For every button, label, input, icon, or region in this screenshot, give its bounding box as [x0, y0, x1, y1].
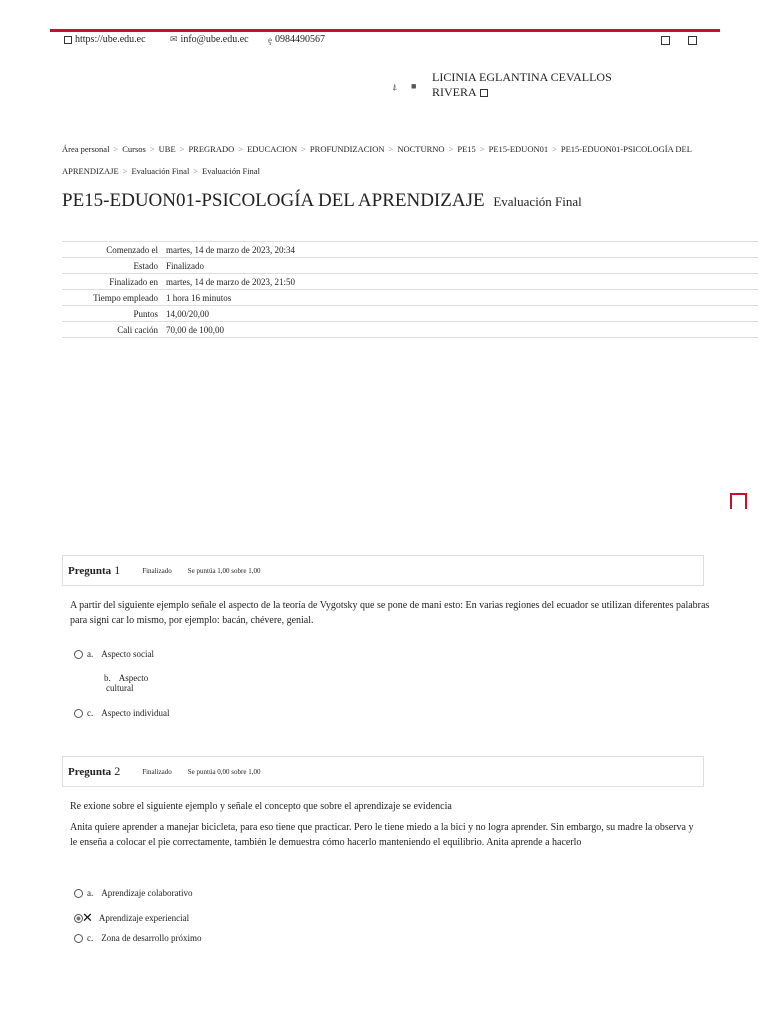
brand-top-line: [50, 29, 720, 32]
summary-label: Estado: [62, 258, 162, 274]
summary-row: [62, 242, 758, 258]
breadcrumb-separator: >: [122, 166, 128, 176]
radio-icon[interactable]: [74, 650, 83, 659]
user-name-line1: LICINIA EGLANTINA CEVALLOS: [432, 70, 612, 84]
answer-option-c[interactable]: [74, 933, 201, 943]
summary-label: Finalizado en: [62, 274, 162, 290]
chat-icon[interactable]: ■: [411, 81, 417, 91]
breadcrumb-item[interactable]: Evaluación Final: [202, 166, 260, 176]
window-square-icon[interactable]: [688, 36, 697, 45]
radio-icon[interactable]: [74, 934, 83, 943]
answer-option-b[interactable]: [104, 673, 148, 693]
answer-option-a[interactable]: [74, 888, 192, 898]
question-number: 2: [114, 764, 121, 778]
website-text: https://ube.edu.ec: [75, 34, 146, 45]
question-label: Pregunta: [68, 564, 112, 577]
question-state: Finalizado: [142, 767, 172, 776]
breadcrumb-separator: >: [448, 144, 454, 154]
question-intro: Re exione sobre el siguiente ejemplo y señale el concepto que sobre el aprendizaje se evidencia: [70, 801, 452, 812]
option-text: Aspecto individual: [101, 708, 170, 718]
window-square-icon[interactable]: [661, 36, 670, 45]
breadcrumb-item[interactable]: NOCTURNO: [397, 144, 445, 154]
summary-row: [62, 322, 758, 338]
summary-label: Comenzado el: [62, 242, 162, 258]
breadcrumb-item[interactable]: EDUCACION: [247, 144, 298, 154]
question-grade: Se puntúa 1,00 sobre 1,00: [187, 566, 261, 575]
summary-value: martes, 14 de marzo de 2023, 21:50: [162, 274, 758, 290]
dropdown-square-icon: [480, 89, 488, 97]
breadcrumb-item[interactable]: PROFUNDIZACION: [309, 144, 385, 154]
phone-link[interactable]: [268, 34, 325, 45]
breadcrumb-item[interactable]: Cursos: [122, 144, 146, 154]
option-letter: a.: [87, 649, 94, 659]
summary-value: 14,00/20,00: [162, 306, 758, 322]
summary-label: Puntos: [62, 306, 162, 322]
option-letter: a.: [87, 888, 94, 898]
question-grade: Se puntúa 0,00 sobre 1,00: [187, 767, 261, 776]
option-text: Aspecto social: [101, 649, 154, 659]
summary-value: 70,00 de 100,00: [162, 322, 758, 338]
website-link[interactable]: [64, 34, 146, 45]
breadcrumb-item[interactable]: Evaluación Final: [131, 166, 190, 176]
breadcrumb-item[interactable]: PE15-EDUON01-PSICOLOGÍA DEL APRENDIZAJE: [62, 144, 692, 176]
option-letter: c.: [87, 708, 94, 718]
option-letter: b.: [104, 673, 111, 683]
summary-value: martes, 14 de marzo de 2023, 20:34: [162, 242, 758, 258]
square-icon: [64, 36, 72, 44]
summary-label: Cali cación: [62, 322, 162, 338]
question-text: Anita quiere aprender a manejar bicicleta, para eso tiene que practicar. Pero le tiene miedo a la bici y no logra aprender. Sin embargo, su madre la observa y le enseña a colocar el pie correctamente, también le demuestra cómo hacerlo manteniendo el equilibrio. Anita aprende a hacerlo: [70, 822, 694, 848]
option-text: Aprendizaje colaborativo: [101, 888, 193, 898]
mail-icon: ✉: [170, 34, 178, 44]
breadcrumb-separator: >: [179, 144, 185, 154]
summary-row: [62, 290, 758, 306]
breadcrumb-item[interactable]: Área personal: [62, 144, 110, 154]
radio-icon[interactable]: [74, 709, 83, 718]
course-title: PE15-EDUON01-PSICOLOGÍA DEL APRENDIZAJE: [62, 190, 485, 211]
question-header: [62, 756, 704, 787]
nav-toggle-icon[interactable]: [730, 493, 747, 509]
summary-row: [62, 306, 758, 322]
breadcrumb-separator: >: [479, 144, 485, 154]
phone-text: 0984490567: [275, 34, 325, 45]
option-letter: c.: [87, 933, 94, 943]
breadcrumb-separator: >: [113, 144, 119, 154]
summary-row: [62, 258, 758, 274]
summary-row: [62, 274, 758, 290]
phone-icon: ȩ: [268, 34, 272, 45]
breadcrumb-separator: >: [149, 144, 155, 154]
option-text-line2: cultural: [106, 683, 134, 693]
bell-icon[interactable]: ⍋: [392, 82, 398, 92]
question-number: 1: [114, 563, 121, 577]
user-menu[interactable]: [432, 70, 652, 100]
summary-value: Finalizado: [162, 258, 758, 274]
incorrect-icon: ✕: [82, 910, 93, 925]
breadcrumb-separator: >: [552, 144, 557, 154]
page-subtitle: Evaluación Final: [493, 194, 582, 209]
question-text: A partir del siguiente ejemplo señale el aspecto de la teoría de Vygotsky que se pone de mani esto: En varias regiones del ecuador se utilizan diferentes palabras para signi car lo mismo, por ejemplo: bacán, chévere, genial.: [70, 600, 710, 626]
breadcrumb-separator: >: [388, 144, 394, 154]
question-header: [62, 555, 704, 586]
breadcrumb-separator: >: [238, 144, 244, 154]
breadcrumb-separator: >: [301, 144, 306, 154]
answer-option-c[interactable]: [74, 708, 170, 718]
question-label: Pregunta: [68, 765, 112, 778]
answer-option-b[interactable]: [74, 910, 189, 926]
radio-icon[interactable]: [74, 889, 83, 898]
option-text: Aspecto: [118, 673, 149, 683]
email-link[interactable]: [170, 34, 249, 45]
user-name-line2: RIVERA: [432, 85, 477, 99]
option-text: Zona de desarrollo próximo: [101, 933, 202, 943]
page-title: [62, 190, 582, 212]
summary-label: Tiempo empleado: [62, 290, 162, 306]
breadcrumb: [62, 138, 712, 182]
breadcrumb-item[interactable]: PREGRADO: [188, 144, 235, 154]
breadcrumb-item[interactable]: PE15-EDUON01: [488, 144, 549, 154]
summary-value: 1 hora 16 minutos: [162, 290, 758, 306]
breadcrumb-separator: >: [193, 166, 199, 176]
question-state: Finalizado: [142, 566, 172, 575]
answer-option-a[interactable]: [74, 649, 154, 659]
breadcrumb-item[interactable]: PE15: [457, 144, 476, 154]
email-text: info@ube.edu.ec: [180, 34, 249, 45]
option-text: Aprendizaje experiencial: [98, 913, 190, 923]
breadcrumb-item[interactable]: UBE: [158, 144, 176, 154]
attempt-summary-table: [62, 241, 758, 338]
